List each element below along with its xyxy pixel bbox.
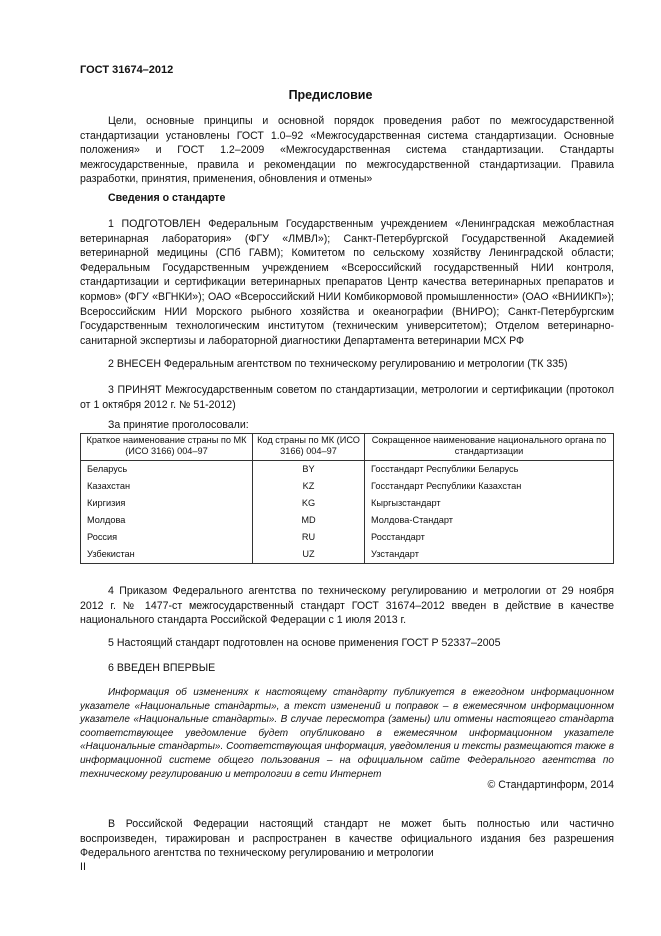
table-row: [81, 546, 614, 564]
country-cell: Казахстан: [81, 478, 253, 495]
item-1-prepared: 1 ПОДГОТОВЛЕН Федеральным Государственным учреждением «Ленинградская межобластная ветеринарная лаборатория» (ФГУ «ЛМВЛ»); Санкт-Петербургской Государственной Академией ветеринарной медицины (СПб ГАВМ); Комитетом по сельскому хозяйству Ленинградской области; Федеральным Государственным учреждением «Всероссийский государственный НИИ контроля, стандартизации и сертификации ветеринарных препаратов Центр качества ветеринарных препаратов и кормов» (ФГУ «ВГНКИ»); ОАО «Всероссийский НИИ Комбикормовой промышленности» (ОАО «ВНИИКП»); Всероссийским НИИ Морского рыбного хозяйства и океанографии (ВНИРО); Санкт-Петербургским Государственным технологическим институтом (техническим университетом); Отделом ветеринарно-санитарной экспертизы и лабораторной диагностики Департамента ветеринарии МСХ РФ: [80, 218, 614, 347]
body-cell: Узстандарт: [365, 546, 614, 564]
body-cell: Росстандарт: [365, 529, 614, 546]
page-number: II: [80, 861, 86, 873]
information-note: Информация об изменениях к настоящему стандарту публикуется в ежегодном информационном указателе «Национальные стандарты», а текст изменений и поправок – в ежемесячном информационном указателе «Национальные стандарты». В случае пересмотра (замены) или отмены настоящего стандарта соответствующее уведомление будет опубликовано в ежемесячном информационном указателе «Национальные стандарты». Соответствующая информация, уведомления и тексты размещаются также в информационной системе общего пользования – на официальном сайте Федерального агентства по техническому регулированию и метрологии в сети Интернет: [80, 687, 614, 780]
page-title: Предисловие: [288, 88, 373, 102]
legal-notice: В Российской Федерации настоящий стандарт не может быть полностью или частично воспроизведен, тиражирован и распространен в качестве официального издания без разрешения Федерального агентства по техническому регулированию и метрологии: [80, 818, 614, 860]
country-cell: Россия: [81, 529, 253, 546]
section-heading: Сведения о стандарте: [108, 192, 226, 204]
voting-table: [80, 433, 614, 564]
copyright-line: © Стандартинформ, 2014: [487, 779, 614, 791]
table-header-code: Код страны по МК (ИСО 3166) 004–97: [253, 434, 365, 461]
body-cell: Госстандарт Республики Казахстан: [365, 478, 614, 495]
item-2-introduced: 2 ВНЕСЕН Федеральным агентством по техническому регулированию и метрологии (ТК 335): [108, 358, 568, 370]
item-6-first-introduced: 6 ВВЕДЕН ВПЕРВЫЕ: [108, 662, 216, 674]
table-header-country: Краткое наименование страны по МК (ИСО 3166) 004–97: [81, 434, 253, 461]
country-cell: Киргизия: [81, 495, 253, 512]
item-4-order: 4 Приказом Федерального агентства по техническому регулированию и метрологии от 29 ноября 2012 г. № 1477-ст межгосударственный стандарт ГОСТ 31674–2012 введен в действие в качестве национального стандарта Российской Федерации с 1 июля 2013 г.: [80, 585, 614, 627]
code-cell: UZ: [253, 546, 365, 564]
code-cell: RU: [253, 529, 365, 546]
table-header-body: Сокращенное наименование национального органа по стандартизации: [365, 434, 614, 461]
table-row: [81, 461, 614, 479]
item-5-basis: 5 Настоящий стандарт подготовлен на основе применения ГОСТ Р 52337–2005: [108, 637, 501, 649]
code-cell: MD: [253, 512, 365, 529]
intro-paragraph: Цели, основные принципы и основной порядок проведения работ по межгосударственной стандартизации установлены ГОСТ 1.0–92 «Межгосударственная система стандартизации. Основные положения» и ГОСТ 1.2–2009 «Межгосударственная система стандартизации. Стандарты межгосударственные, правила и рекомендации по межгосударственной стандартизации. Правила разработки, принятия, применения, обновления и отмены»: [80, 115, 614, 186]
document-number-header: ГОСТ 31674–2012: [80, 64, 174, 76]
country-cell: Беларусь: [81, 461, 253, 479]
country-cell: Узбекистан: [81, 546, 253, 564]
code-cell: BY: [253, 461, 365, 479]
body-cell: Госстандарт Республики Беларусь: [365, 461, 614, 479]
body-cell: Молдова-Стандарт: [365, 512, 614, 529]
table-header-row: [81, 434, 614, 461]
body-cell: Кыргызстандарт: [365, 495, 614, 512]
table-row: [81, 512, 614, 529]
table-row: [81, 478, 614, 495]
country-cell: Молдова: [81, 512, 253, 529]
table-row: [81, 529, 614, 546]
item-3-adopted: 3 ПРИНЯТ Межгосударственным советом по стандартизации, метрологии и сертификации (протокол от 1 октября 2012 г. № 51-2012): [80, 384, 614, 411]
code-cell: KZ: [253, 478, 365, 495]
code-cell: KG: [253, 495, 365, 512]
vote-caption: За принятие проголосовали:: [108, 419, 249, 431]
table-row: [81, 495, 614, 512]
